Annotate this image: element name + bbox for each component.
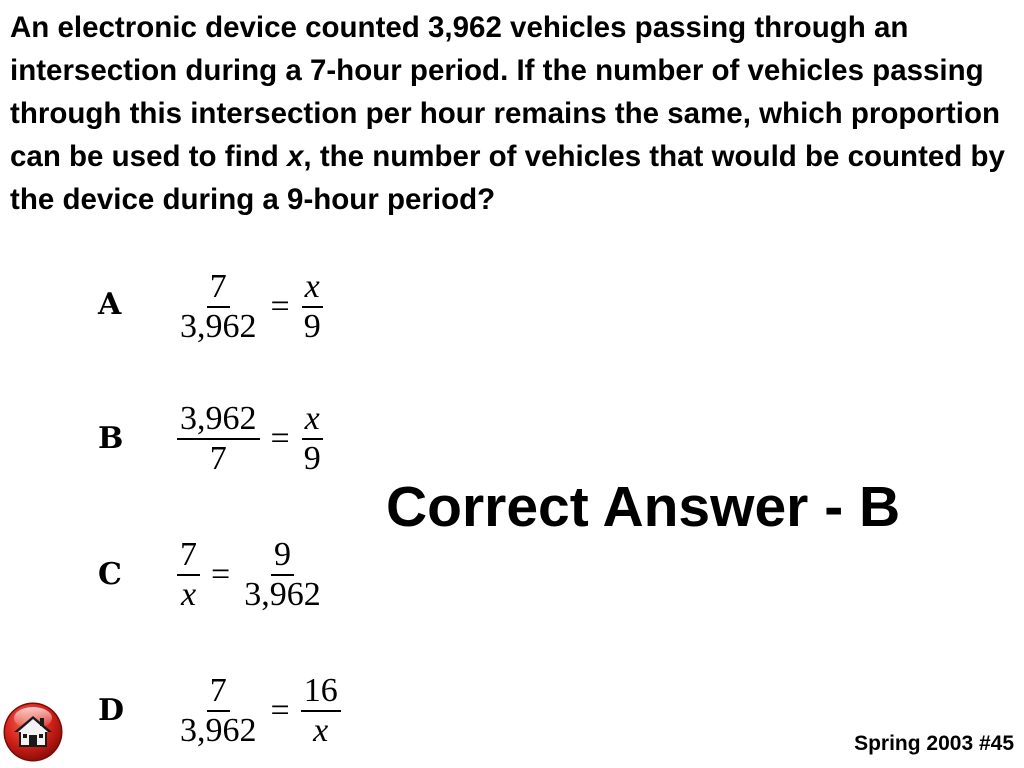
choice-letter: C — [98, 557, 122, 592]
numerator: 7 — [177, 536, 200, 576]
denominator: 3,962 — [180, 308, 257, 345]
correct-answer-text: Correct Answer - B — [386, 475, 901, 539]
choice-equation — [174, 400, 327, 478]
choice-letter: B — [98, 421, 124, 456]
choice-equation — [174, 268, 327, 346]
numerator: 7 — [207, 268, 230, 308]
question-text — [10, 6, 1010, 221]
numerator: 9 — [271, 536, 294, 576]
denominator: 7 — [209, 440, 227, 477]
numerator: 16 — [301, 672, 341, 712]
source-label: Spring 2003 #45 — [854, 732, 1014, 755]
question-part-1: An electronic device counted 3,962 vehicles passing through an intersection during a 7-hour period. If the number of vehicles passing through this intersection per hour remains the same, which proportion can be used to find — [10, 11, 1000, 173]
denominator: x — [313, 712, 329, 749]
left-fraction — [174, 400, 263, 478]
question-variable: x — [287, 140, 304, 173]
right-fraction — [298, 672, 344, 750]
right-fraction — [238, 536, 327, 614]
denominator: 9 — [303, 308, 321, 345]
equals-sign: = — [270, 692, 290, 729]
choice-letter: D — [98, 693, 125, 728]
left-fraction — [174, 536, 203, 614]
left-fraction — [174, 268, 263, 346]
denominator: 9 — [303, 440, 321, 477]
choice-equation — [174, 672, 344, 750]
right-fraction — [298, 400, 327, 478]
denominator: 3,962 — [180, 712, 257, 749]
equals-sign: = — [270, 420, 290, 457]
right-fraction — [298, 268, 327, 346]
home-button[interactable] — [2, 701, 64, 763]
numerator: x — [302, 268, 323, 308]
denominator: x — [180, 576, 197, 613]
denominator: 3,962 — [244, 576, 321, 613]
question-part-2: , the number of vehicles that would be counted by the device during a 9-hour period? — [10, 140, 1005, 216]
equals-sign: = — [270, 288, 290, 325]
home-icon — [2, 701, 64, 763]
numerator: x — [302, 400, 323, 440]
left-fraction — [174, 672, 263, 750]
numerator: 7 — [207, 672, 230, 712]
equals-sign: = — [211, 556, 231, 593]
numerator: 3,962 — [177, 400, 260, 440]
choice-letter: A — [98, 287, 122, 322]
choice-equation — [174, 536, 327, 614]
